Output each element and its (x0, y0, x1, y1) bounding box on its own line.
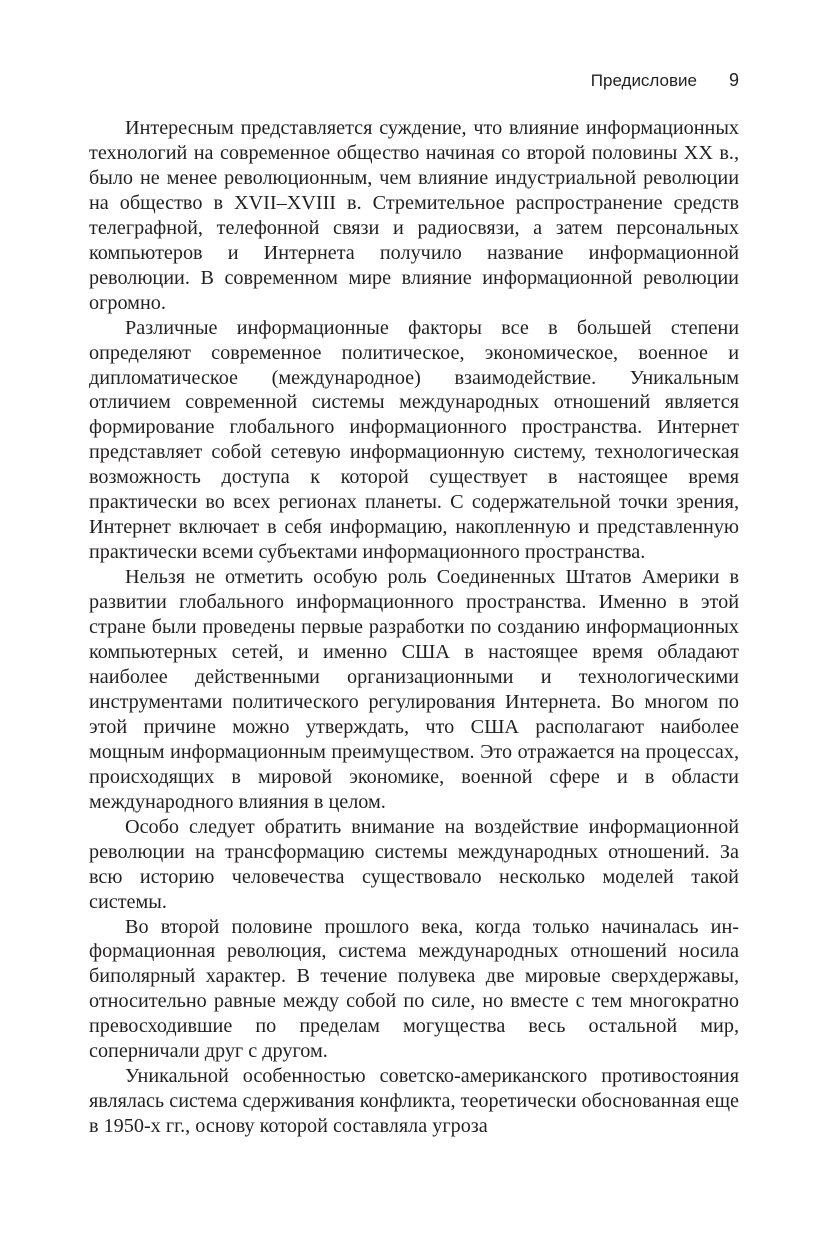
running-title: Предисловие (590, 71, 697, 90)
running-header (591, 70, 739, 94)
paragraph-4: Особо следует обратить внимание на воздействие информационной революции на трансформацию системы международных отношений. За всю историю человечества существовало несколько моделей такой системы. (89, 815, 739, 913)
paragraph-6: Уникальной особенностью советско-американского противостояния являлась система сдерживания конфликта, теоретически обоснованная еще в 1950-х гг., основу которой составляла угроза (89, 1065, 739, 1138)
paragraph-3: Нельзя не отметить особую роль Соединенных Штатов Америки в развитии глобального информационного пространства. Именно в этой стране были проведены первые разработки по созданию информационных компьютерных сетей, и именно США в настоящее время обладают наиболее действенными организационными и технологическими инструментами политического регулирования Интернета. Во многом по этой причине можно утверждать, что США располагают наиболее мощным информационным преимуществом. Это отражается на процессах, происходящих в мировой экономике, военной сфере и в области международного влияния в целом. (89, 566, 739, 813)
main-text (89, 116, 739, 1139)
paragraph-2: Различные информационные факторы все в большей степени определяют современное политическое, экономическое, военное и дипломатическое (международное) взаимодействие. Уникальным отличием современной системы международных отношений является формирование глобального информационного пространства. Интернет представляет собой сетевую информационную систему, технологическая возможность доступа к которой существует в настоящее время практически во всех регионах планеты. С содержательной точки зрения, Интернет включает в себя информацию, накопленную и представленную практически всеми субъектами информационного пространства. (89, 316, 739, 564)
paragraph-5: Во второй половине прошлого века, когда только начиналась информационная революция, система международных отношений носила биполярный характер. В течение полувека две мировые сверхдержавы, относительно равные между собой по силе, но вместе с тем многократно превосходившие по пределам могущества весь остальной мир, соперничали друг с другом. (89, 915, 739, 1063)
page-number: 9 (728, 70, 739, 90)
paragraph-1: Интересным представляется суждение, что влияние информационных технологий на современное общество начиная со второй половины ХХ в., было не менее революционным, чем влияние индустриальной революции на общество в XVII–XVIII в. Стремительное распространение средств телеграфной, телефонной связи и радиосвязи, а затем персональных компьютеров и Интернета получило название информационной революции. В современном мире влияние информационной революции огромно. (89, 117, 739, 314)
